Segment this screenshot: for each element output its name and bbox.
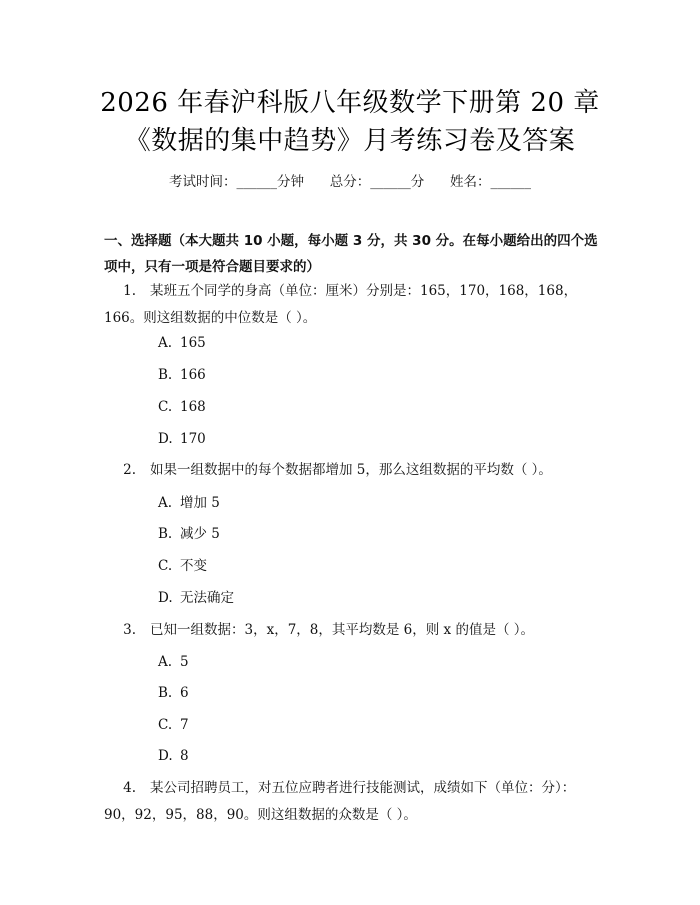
option-letter: D.	[158, 590, 173, 606]
option-1a	[158, 333, 206, 353]
option-2a	[158, 493, 220, 513]
exam-info-line: 考试时间：______分钟 总分：______分 姓名：______	[169, 174, 531, 190]
option-2d	[158, 588, 234, 608]
question-text: 某班五个同学的身高（单位：厘米）分别是：165，170，168，168，166。则这组数据的中位数是（ ）。	[104, 283, 578, 326]
option-3c	[158, 715, 189, 735]
question-text: 已知一组数据：3，x，7，8，其平均数是 6，则 x 的值是（ ）。	[150, 622, 534, 638]
option-text: 6	[180, 685, 189, 701]
option-letter: A.	[158, 654, 173, 670]
option-2c	[158, 556, 207, 576]
option-3b	[158, 683, 189, 703]
question-number: 2.	[123, 462, 136, 478]
question-1	[104, 278, 596, 332]
option-text: 增加 5	[180, 495, 220, 511]
option-3d	[158, 746, 189, 766]
option-letter: B.	[158, 367, 173, 383]
option-letter: C.	[158, 558, 173, 574]
option-1d	[158, 429, 206, 449]
question-4	[104, 775, 596, 829]
option-letter: B.	[158, 526, 173, 542]
option-text: 无法确定	[180, 590, 234, 606]
option-letter: C.	[158, 399, 173, 415]
option-3a	[158, 652, 189, 672]
option-text: 170	[180, 431, 206, 447]
option-text: 8	[180, 748, 189, 764]
question-number: 1.	[123, 283, 136, 299]
option-letter: C.	[158, 717, 173, 733]
question-2	[104, 457, 596, 484]
option-letter: D.	[158, 748, 173, 764]
question-number: 4.	[123, 780, 136, 796]
option-letter: D.	[158, 431, 173, 447]
option-letter: A.	[158, 495, 173, 511]
option-letter: A.	[158, 335, 173, 351]
page-title-line-1: 2026 年春沪科版八年级数学下册第 20 章	[100, 88, 600, 118]
option-1c	[158, 397, 206, 417]
option-text: 168	[180, 399, 206, 415]
question-text: 如果一组数据中的每个数据都增加 5，那么这组数据的平均数（ ）。	[150, 462, 552, 478]
option-text: 165	[180, 335, 206, 351]
question-number: 3.	[123, 622, 136, 638]
option-2b	[158, 524, 220, 544]
option-text: 不变	[180, 558, 207, 574]
page-title-line-2: 《数据的集中趋势》月考练习卷及答案	[124, 126, 576, 156]
option-letter: B.	[158, 685, 173, 701]
option-1b	[158, 365, 206, 385]
option-text: 5	[180, 654, 189, 670]
option-text: 7	[180, 717, 189, 733]
option-text: 减少 5	[180, 526, 220, 542]
question-text: 某公司招聘员工，对五位应聘者进行技能测试，成绩如下（单位：分）：90，92，95，88，90。则这组数据的众数是（ ）。	[104, 780, 576, 823]
option-text: 166	[180, 367, 206, 383]
section-heading: 一、选择题（本大题共 10 小题，每小题 3 分，共 30 分。在每小题给出的四个选项中，只有一项是符合题目要求的）	[104, 233, 598, 275]
question-3	[104, 617, 596, 644]
